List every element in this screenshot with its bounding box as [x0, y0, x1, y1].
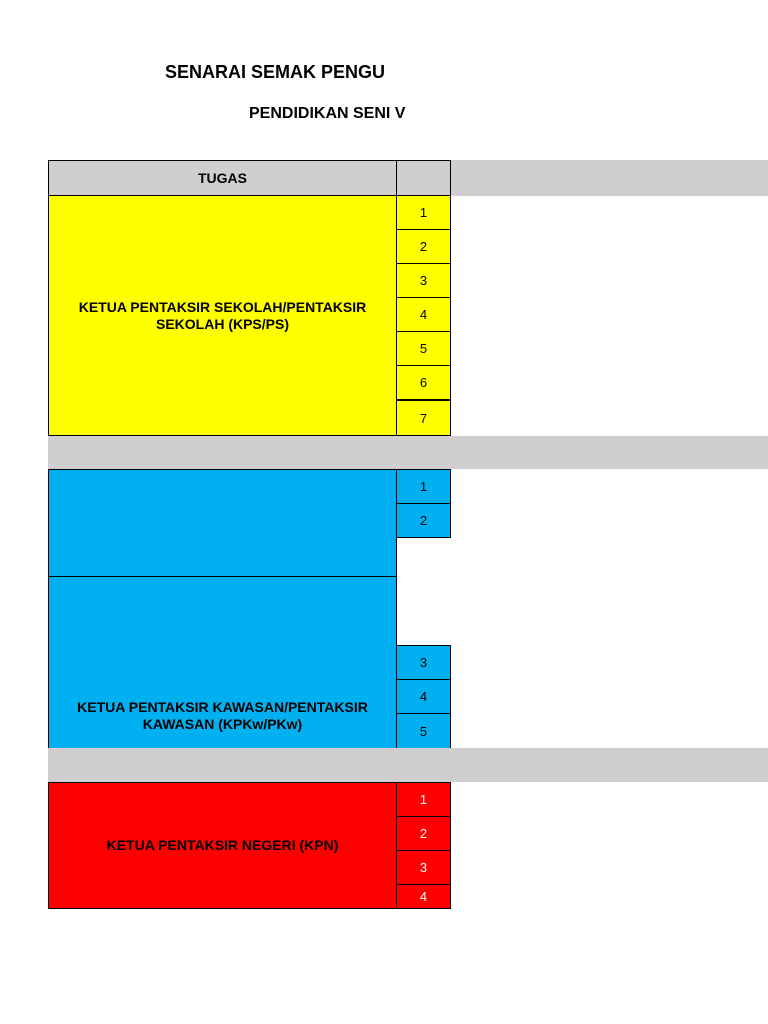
- task-cell-kpn: [48, 782, 397, 909]
- number-label: 4: [419, 307, 428, 322]
- number-header-cell: [396, 160, 451, 196]
- table-fragment-top: [0, 160, 768, 538]
- number-cell: [396, 331, 451, 366]
- number-label: 3: [419, 860, 428, 875]
- number-cell: [396, 782, 451, 817]
- number-label: 2: [419, 826, 428, 841]
- document-title: SENARAI SEMAK PENGU: [165, 62, 386, 82]
- number-label: 6: [419, 375, 428, 390]
- number-label: 3: [419, 655, 428, 670]
- tugas-header-cell: [48, 160, 397, 196]
- number-label: 1: [419, 205, 428, 220]
- number-label: 4: [419, 889, 428, 904]
- task-label-kpkw-continued: KETUA PENTAKSIR KAWASAN/PENTAKSIR KAWASAN (KPKw/PKw): [77, 699, 368, 732]
- number-cell: [396, 263, 451, 298]
- task-label-kps: KETUA PENTAKSIR SEKOLAH/PENTAKSIR SEKOLAH (KPS/PS): [78, 298, 367, 332]
- document-subtitle: PENDIDIKAN SENI V: [249, 105, 406, 122]
- number-label: 2: [419, 513, 428, 528]
- table-fragment-bottom: [0, 538, 768, 938]
- number-cell: [396, 469, 451, 504]
- number-cell: [396, 503, 451, 538]
- number-cell: [396, 850, 451, 885]
- number-label: 4: [419, 689, 428, 704]
- task-cell-kps: [48, 195, 397, 436]
- number-cell: [396, 365, 451, 400]
- number-cell: [396, 645, 451, 680]
- number-cell: [396, 884, 451, 909]
- number-cell: [396, 400, 451, 436]
- tugas-header-label: TUGAS: [198, 169, 247, 186]
- number-label: 5: [419, 723, 428, 739]
- number-cell: [396, 679, 451, 714]
- number-cell: [396, 195, 451, 230]
- number-label: 2: [419, 239, 428, 254]
- number-label: 5: [419, 341, 428, 356]
- number-label: 3: [419, 273, 428, 288]
- task-label-kpn: KETUA PENTAKSIR NEGERI (KPN): [106, 837, 339, 853]
- number-label: 1: [419, 479, 428, 494]
- section-separator-row: [48, 748, 768, 782]
- number-cell: [396, 816, 451, 851]
- number-label: 1: [419, 792, 428, 807]
- number-label: 7: [419, 410, 428, 426]
- section-separator-row: [48, 436, 768, 469]
- number-cell: [396, 713, 451, 749]
- number-cell: [396, 229, 451, 264]
- number-cell: [396, 297, 451, 332]
